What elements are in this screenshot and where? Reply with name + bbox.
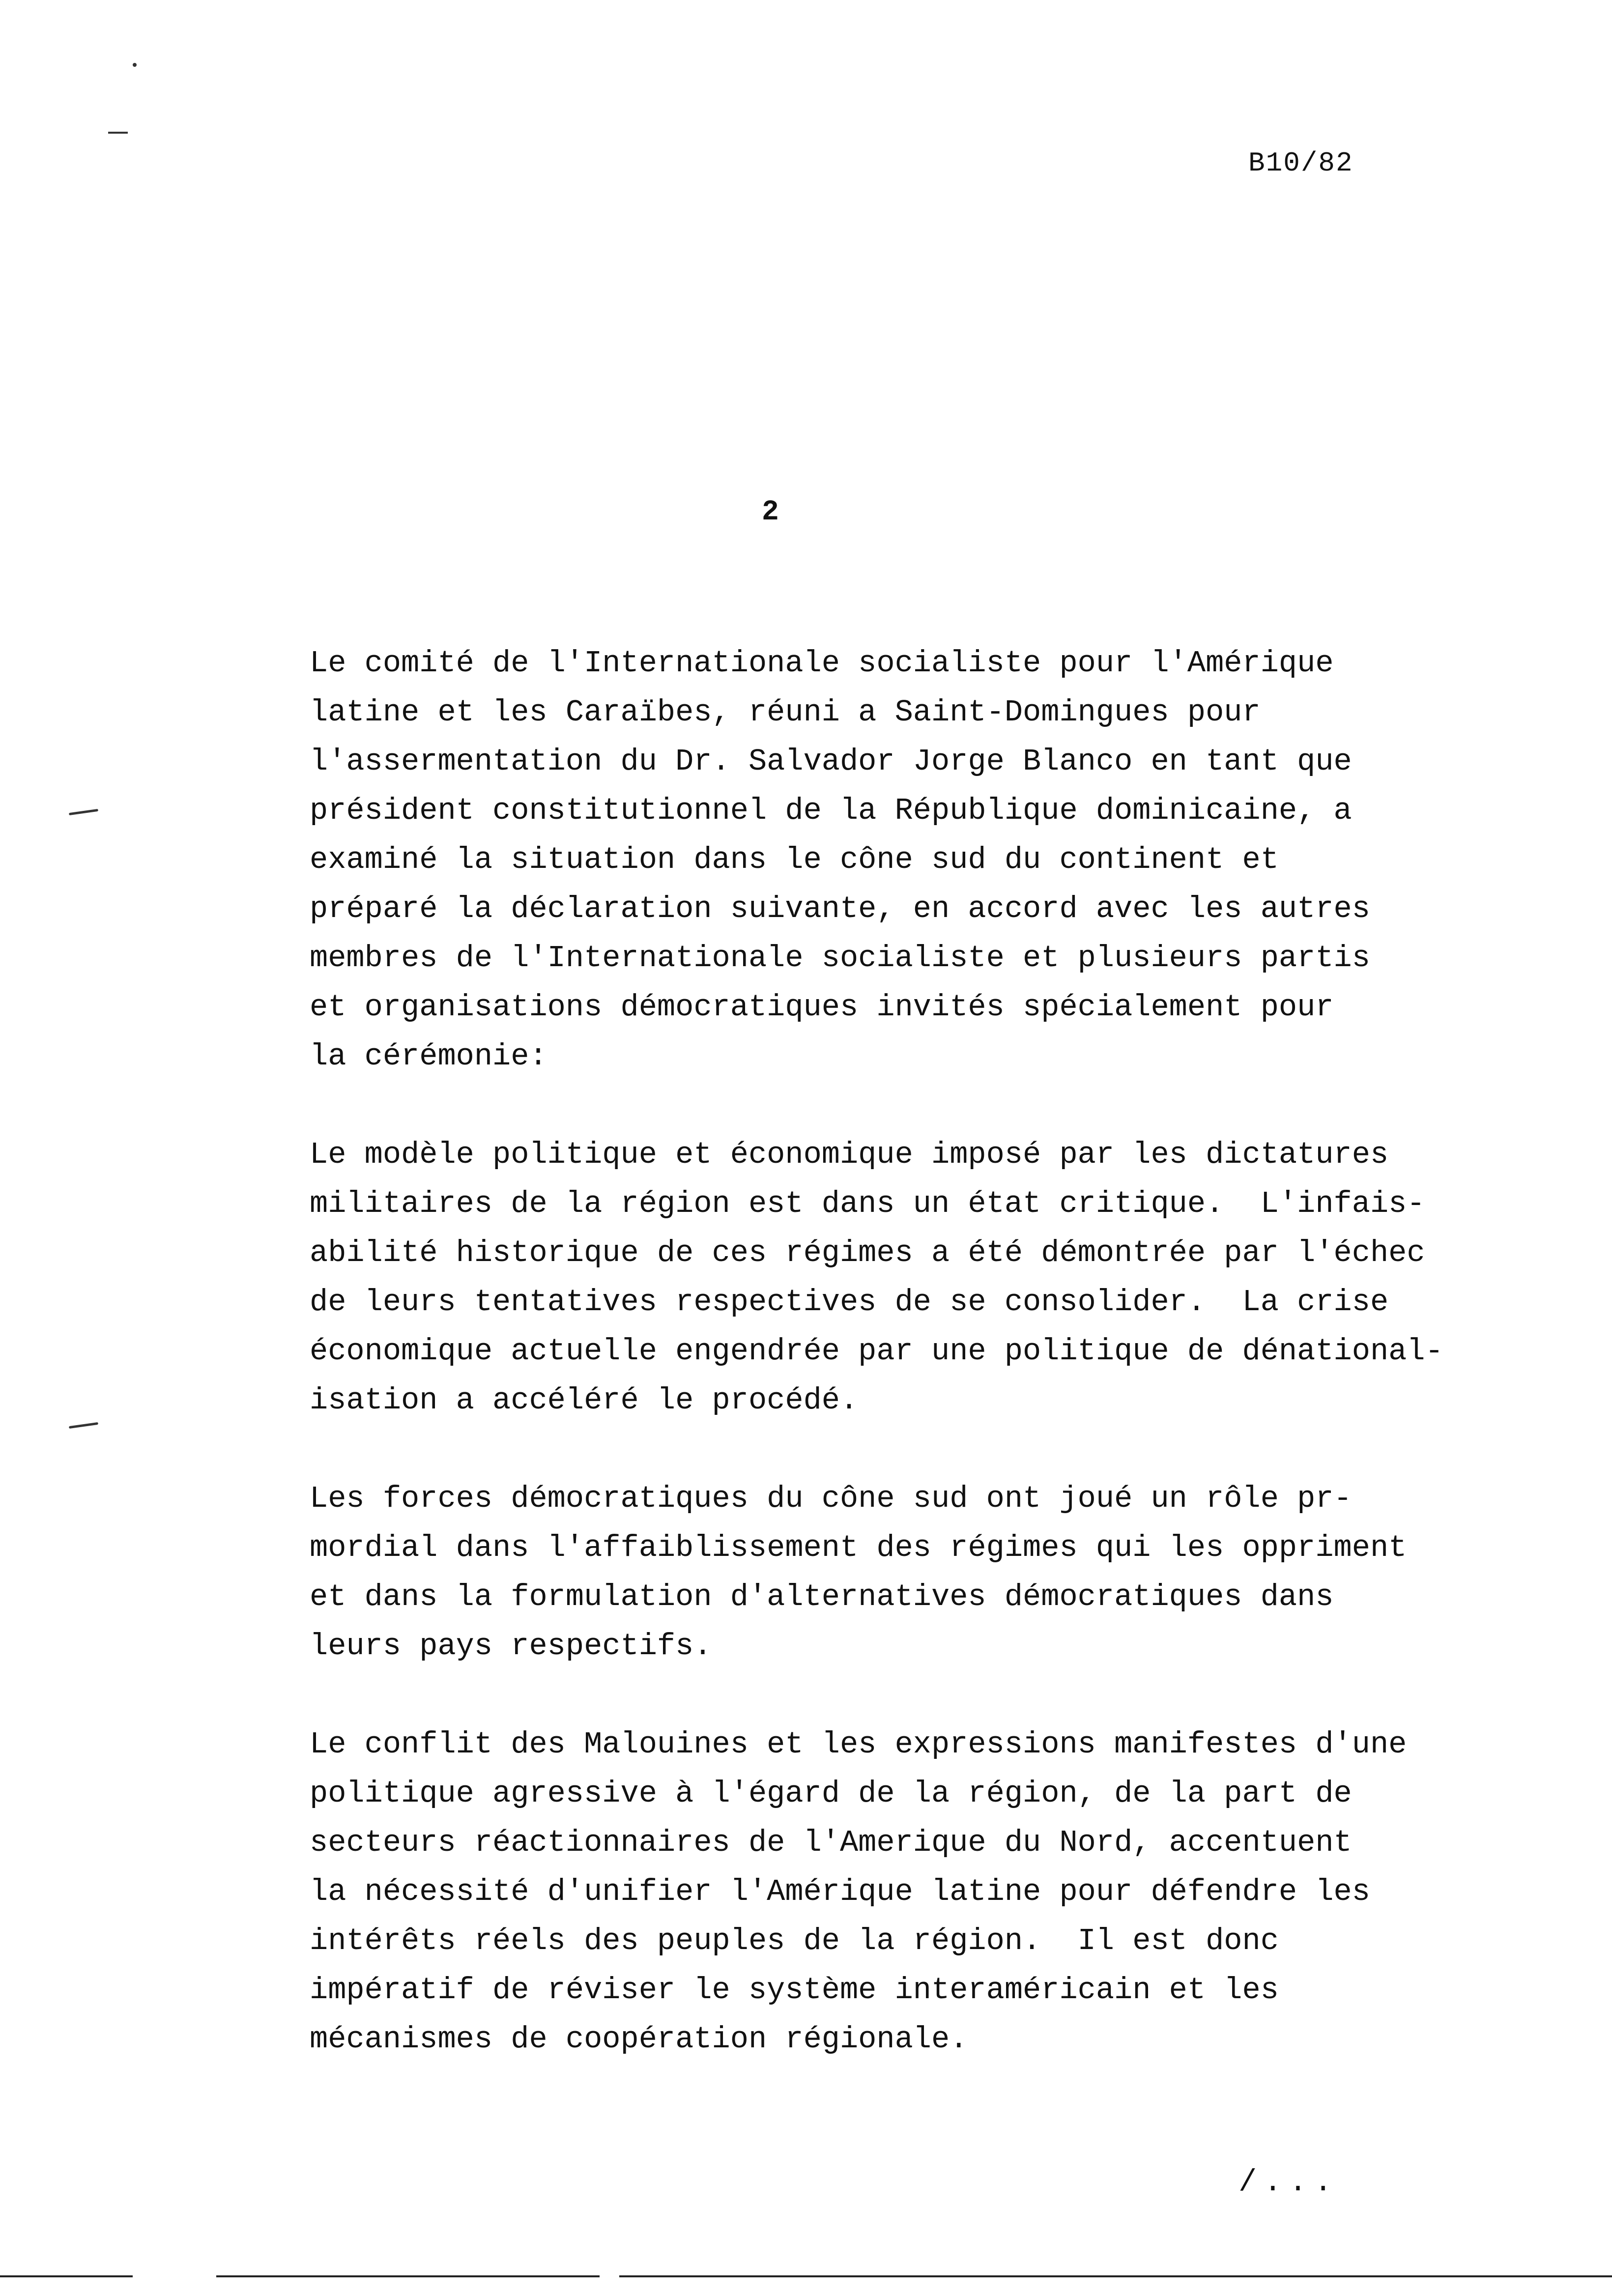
margin-arrow-mark <box>108 132 128 134</box>
text-line: politique agressive à l'égard de la région, de la part de <box>310 1776 1352 1811</box>
text-line: l'assermentation du Dr. Salvador Jorge Blanco en tant que <box>310 744 1352 779</box>
paragraph-democratic-forces <box>310 1474 1568 1671</box>
text-line: secteurs réactionnaires de l'Amerique du Nord, accentuent <box>310 1825 1352 1860</box>
paragraph-political-model <box>310 1130 1568 1425</box>
bottom-rule <box>216 2275 600 2277</box>
text-line: économique actuelle engendrée par une politique de dénational- <box>310 1334 1443 1369</box>
text-line: la nécessité d'unifier l'Amérique latine pour défendre les <box>310 1874 1370 1909</box>
text-line: et organisations démocratiques invités spécialement pour <box>310 990 1334 1025</box>
text-line: préparé la déclaration suivante, en accord avec les autres <box>310 891 1370 926</box>
text-line: Le modèle politique et économique imposé par les dictatures <box>310 1137 1389 1172</box>
page-number: 2 <box>762 496 779 528</box>
margin-dot-mark <box>133 63 137 67</box>
text-line: Le comité de l'Internationale socialiste pour l'Amérique <box>310 646 1334 681</box>
text-line: isation a accéléré le procédé. <box>310 1383 859 1418</box>
text-line: de leurs tentatives respectives de se consolider. La crise <box>310 1285 1389 1320</box>
text-line: intérêts réels des peuples de la région. Il est donc <box>310 1923 1279 1958</box>
text-line: abilité historique de ces régimes a été démontrée par l'échec <box>310 1235 1425 1270</box>
text-line: leurs pays respectifs. <box>310 1629 712 1664</box>
margin-dash-mark <box>69 809 98 815</box>
text-line: membres de l'Internationale socialiste et plusieurs partis <box>310 941 1370 976</box>
text-line: Le conflit des Malouines et les expressions manifestes d'une <box>310 1727 1407 1762</box>
margin-dash-mark <box>69 1422 98 1429</box>
paragraph-intro <box>310 639 1568 1081</box>
text-line: la cérémonie: <box>310 1039 547 1074</box>
text-line: militaires de la région est dans un état critique. L'infais- <box>310 1186 1425 1221</box>
text-line: mordial dans l'affaiblissement des régimes qui les oppriment <box>310 1530 1407 1565</box>
bottom-rule <box>0 2275 133 2277</box>
document-reference: B10/82 <box>1248 147 1353 179</box>
paragraph-malouines-conflict <box>310 1720 1568 2064</box>
body-text <box>310 639 1568 2113</box>
continuation-mark: /... <box>1238 2165 1339 2200</box>
text-line: latine et les Caraïbes, réuni a Saint-Domingues pour <box>310 695 1261 730</box>
text-line: examiné la situation dans le cône sud du continent et <box>310 842 1279 877</box>
text-line: et dans la formulation d'alternatives démocratiques dans <box>310 1579 1334 1614</box>
text-line: Les forces démocratiques du cône sud ont joué un rôle pr- <box>310 1481 1352 1516</box>
text-line: impératif de réviser le système interaméricain et les <box>310 1973 1279 2008</box>
text-line: président constitutionnel de la République dominicaine, a <box>310 793 1352 828</box>
text-line: mécanismes de coopération régionale. <box>310 2022 968 2057</box>
bottom-rule <box>619 2275 1612 2277</box>
